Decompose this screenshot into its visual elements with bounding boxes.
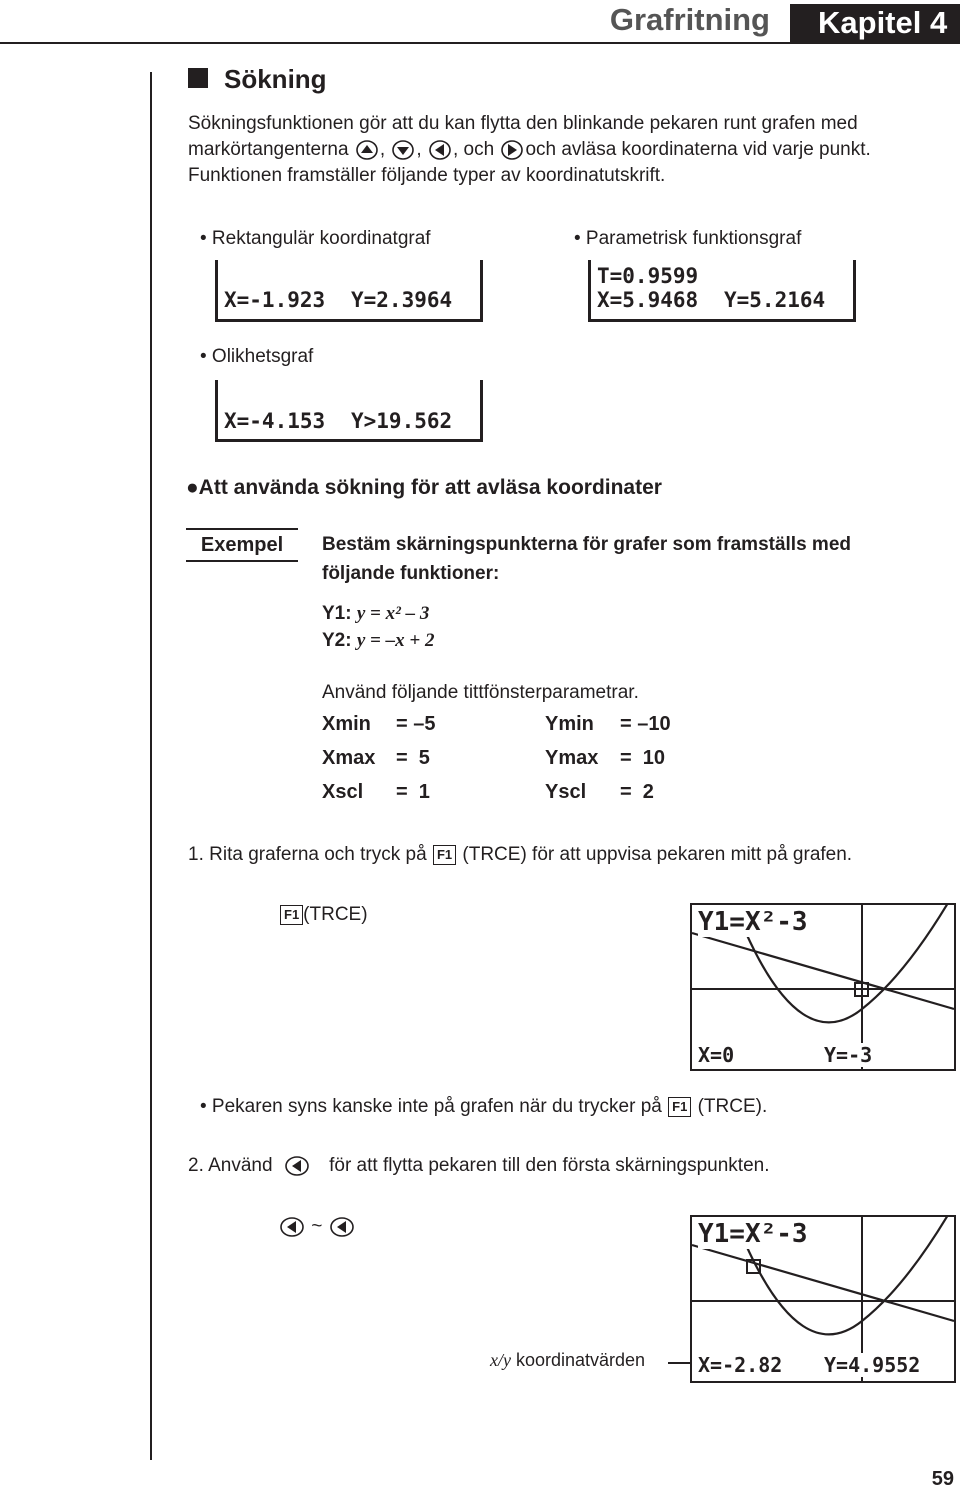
xscl-name: Xscl [322,781,364,803]
step-2: 2. Använd för att flytta pekaren till den första skärningspunkten. [188,1155,770,1176]
intro-line-2a: markörtangenterna [188,139,349,160]
left-arrow-key-icon [279,1216,305,1238]
f1-key-icon: F1 [433,845,456,865]
subheading: ●Att använda sökning för att avläsa koordinater [186,476,662,499]
f1-trce-label: F1 (TRCE) [280,902,368,928]
f1-key-icon: F1 [280,905,303,925]
down-arrow-key-icon [391,139,415,161]
note: • Pekaren syns kanske inte på grafen när du trycker på F1 (TRCE). [200,1096,768,1117]
graph-2-title: Y1=X²-3 [698,1219,808,1249]
up-arrow-key-icon [355,139,379,161]
ineq-label: • Olikhetsgraf [200,346,314,367]
left-arrow-key-icon [284,1155,310,1177]
window-intro: Använd följande tittfönsterparametrar. [322,682,639,703]
param-label: • Parametrisk funktionsgraf [574,228,802,249]
coordinate-callout: x/y koordinatvärden [490,1350,646,1370]
section-title: Sökning [224,64,327,94]
xmin-value: = –5 [396,713,436,735]
callout-leader-line [668,1362,692,1364]
rect-x-readout: X=-1.923 [224,288,326,312]
param-t-readout: T=0.9599 [597,264,699,288]
graph-2-y-readout: Y=4.9552 [824,1353,921,1377]
page-number: 59 [931,1468,954,1490]
yscl-name: Yscl [545,781,587,803]
xscl-value: = 1 [396,781,430,803]
chapter-badge: Kapitel 4 [790,4,960,42]
function-y1: Y1: y = x² – 3 [322,603,430,624]
right-arrow-key-icon [500,139,524,161]
example-text-2: följande funktioner: [322,563,500,584]
graph-1-y-readout: Y=-3 [824,1043,873,1067]
ineq-y-readout: Y>19.562 [351,409,453,433]
example-label: Exempel [186,528,298,562]
yscl-value: = 2 [620,781,654,803]
header-rule [0,42,960,44]
intro-line-1: Sökningsfunktionen gör att du kan flytta den blinkande pekaren runt grafen med [188,113,858,134]
param-x-readout: X=5.9468 [597,288,699,312]
function-y2: Y2: y = –x + 2 [322,630,435,651]
rect-readout-screen [215,260,483,322]
xmax-name: Xmax [322,747,376,769]
rect-y-readout: Y=2.3964 [351,288,453,312]
graph-screen-2 [690,1215,956,1383]
intro-line-2: markörtangenterna , , , och och avläsa koordinaterna vid varje punkt. [188,139,871,160]
left-arrow-key-icon [329,1216,355,1238]
param-y-readout: Y=5.2164 [724,288,826,312]
ymax-value: = 10 [620,747,666,769]
intro-line-2b: och avläsa koordinaterna vid varje punkt. [525,139,871,160]
f1-key-icon: F1 [668,1097,691,1117]
left-arrow-key-icon [428,139,452,161]
example-text-1: Bestäm skärningspunkterna för grafer som framställs med [322,534,852,555]
param-readout-screen [588,260,856,322]
ineq-readout-screen [215,380,483,442]
rect-label: • Rektangulär koordinatgraf [200,228,431,249]
margin-rule [150,72,152,1460]
ymin-value: = –10 [620,713,671,735]
graph-1-x-readout: X=0 [698,1043,735,1067]
left-key-repeat: ~ [278,1214,356,1240]
graph-screen-1 [690,903,956,1071]
ymax-name: Ymax [545,747,599,769]
graph-2-x-readout: X=-2.82 [698,1353,783,1377]
ymin-name: Ymin [545,713,594,735]
ineq-x-readout: X=-4.153 [224,409,326,433]
intro-line-3: Funktionen framställer följande typer av koordinatutskrift. [188,165,666,186]
graph-1-title: Y1=X²-3 [698,907,808,937]
section-square-icon [188,68,208,88]
header-title: Grafritning [609,2,770,37]
xmin-name: Xmin [322,713,371,735]
xmax-value: = 5 [396,747,430,769]
step-1: 1. Rita graferna och tryck på F1 (TRCE) för att uppvisa pekaren mitt på grafen. [188,844,853,865]
